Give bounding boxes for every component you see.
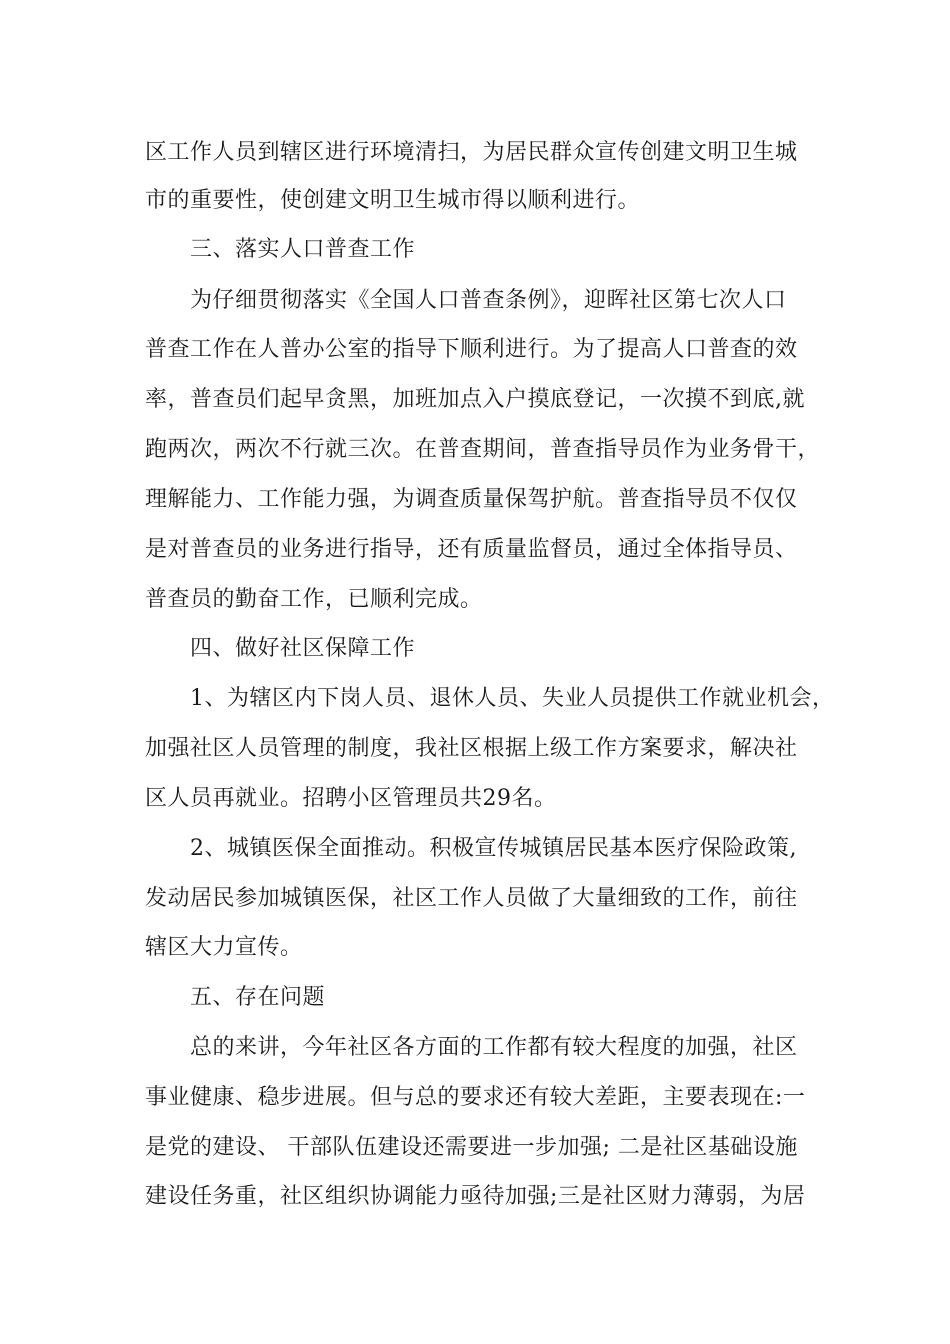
paragraph-line: 建设任务重，社区组织协调能力亟待加强;三是社区财力薄弱，为居 xyxy=(145,1184,806,1209)
paragraph-line: 跑两次，两次不行就三次。在普查期间，普查指导员作为业务骨干， xyxy=(145,437,821,462)
paragraph-line: 普查员的勤奋工作，已顺利完成。 xyxy=(145,587,483,612)
paragraph-line: 发动居民参加城镇医保，社区工作人员做了大量细致的工作，前往 xyxy=(145,886,798,911)
paragraph-line: 区人员再就业。招聘小区管理员共29名。 xyxy=(145,786,557,811)
paragraph-line: 事业健康、稳步进展。但与总的要求还有较大差距，主要表现在:一 xyxy=(145,1085,806,1110)
paragraph-line: 率，普查员们起早贪黑，加班加点入户摸底登记，一次摸不到底,就 xyxy=(145,387,805,412)
paragraph-line: 是党的建设、 干部队伍建设还需要进一步加强; 二是社区基础设施 xyxy=(145,1135,798,1160)
section-heading: 四、做好社区保障工作 xyxy=(190,636,416,661)
paragraph-line: 加强社区人员管理的制度，我社区根据上级工作方案要求，解决社 xyxy=(145,736,798,761)
paragraph-line: 区工作人员到辖区进行环境清扫，为居民群众宣传创建文明卫生城 xyxy=(145,140,798,165)
paragraph-line: 是对普查员的业务进行指导，还有质量监督员，通过全体指导员、 xyxy=(145,537,798,562)
paragraph-line: 辖区大力宣传。 xyxy=(145,935,303,960)
paragraph-line: 普查工作在人普办公室的指导下顺利进行。为了提高人口普查的效 xyxy=(145,337,798,362)
section-heading: 三、落实人口普查工作 xyxy=(190,237,416,262)
paragraph-line: 1、为辖区内下岗人员、退休人员、失业人员提供工作就业机会， xyxy=(190,686,835,711)
paragraph-line: 为仔细贯彻落实《全国人口普查条例》，迎晖社区第七次人口 xyxy=(190,288,787,313)
section-heading: 五、存在问题 xyxy=(190,985,326,1010)
paragraph-line: 理解能力、工作能力强，为调查质量保驾护航。普查指导员不仅仅 xyxy=(145,487,798,512)
paragraph-line: 2、城镇医保全面推动。积极宣传城镇居民基本医疗保险政策, xyxy=(190,836,797,861)
paragraph-line: 市的重要性，使创建文明卫生城市得以顺利进行。 xyxy=(145,188,641,213)
paragraph-line: 总的来讲，今年社区各方面的工作都有较大程度的加强，社区 xyxy=(190,1035,798,1060)
